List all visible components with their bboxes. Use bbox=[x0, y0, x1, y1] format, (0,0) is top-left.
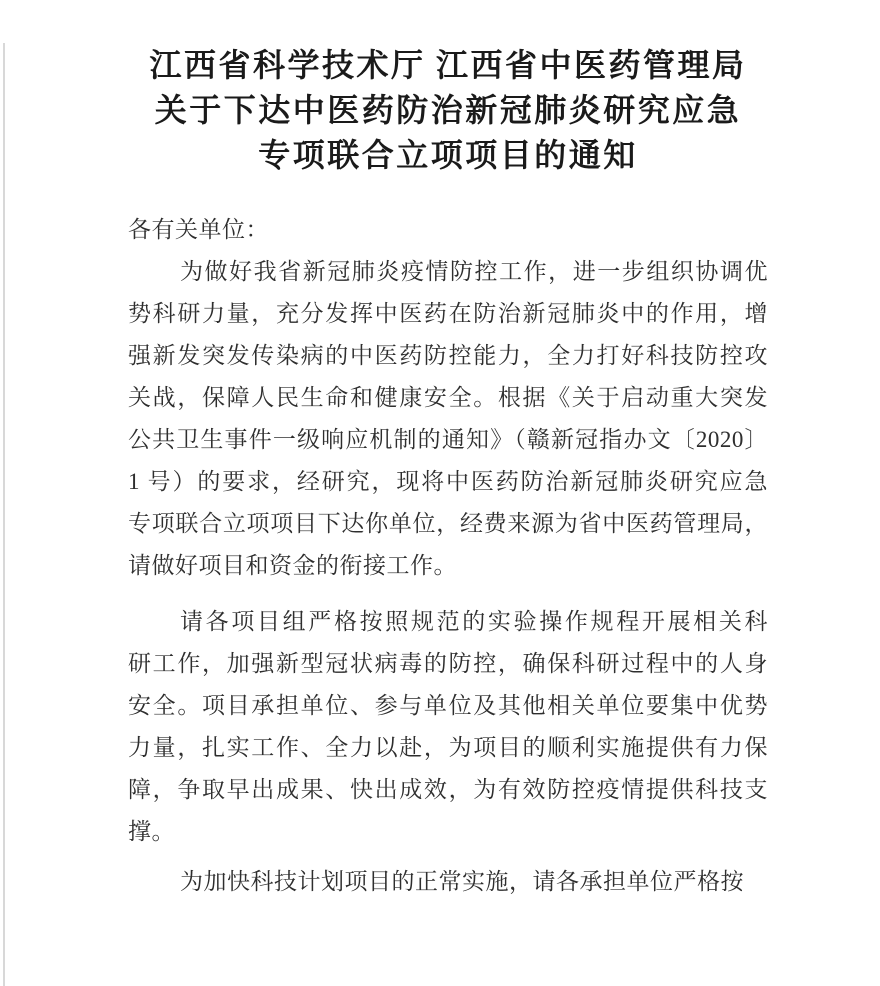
text-line: 研工作，加强新型冠状病毒的防控，确保科研过程中的人身 bbox=[128, 651, 768, 676]
document-body bbox=[128, 209, 768, 903]
text-line: 强新发突发传染病的中医药防控能力，全力打好科技防控攻 bbox=[128, 343, 768, 368]
scan-edge-line bbox=[3, 43, 5, 986]
title-line-2: 关于下达中医药防治新冠肺炎研究应急 bbox=[154, 92, 742, 128]
text-line: 请做好项目和资金的衔接工作。 bbox=[128, 553, 457, 578]
text-line: 势科研力量，充分发挥中医药在防治新冠肺炎中的作用，增 bbox=[128, 301, 768, 326]
text-line: 1 号）的要求，经研究，现将中医药防治新冠肺炎研究应急 bbox=[128, 469, 768, 494]
text-line: 力量，扎实工作、全力以赴，为项目的顺利实施提供有力保 bbox=[128, 735, 768, 760]
text-line: 关战，保障人民生命和健康安全。根据《关于启动重大突发 bbox=[128, 385, 768, 410]
text-line: 为加快科技计划项目的正常实施，请各承担单位严格按 bbox=[180, 869, 744, 894]
paragraph-2 bbox=[128, 601, 768, 853]
text-line: 障，争取早出成果、快出成效，为有效防控疫情提供科技支 bbox=[128, 777, 768, 802]
title-line-3: 专项联合立项项目的通知 bbox=[258, 137, 638, 173]
paragraph-1 bbox=[128, 251, 768, 587]
paragraph-3 bbox=[128, 861, 768, 903]
document-page bbox=[0, 43, 880, 986]
text-line: 撑。 bbox=[128, 819, 175, 844]
text-line: 公共卫生事件一级响应机制的通知》（赣新冠指办文〔2020〕 bbox=[128, 427, 768, 452]
text-line: 安全。项目承担单位、参与单位及其他相关单位要集中优势 bbox=[128, 693, 768, 718]
salutation: 各有关单位： bbox=[128, 217, 269, 242]
text-line: 专项联合立项项目下达你单位，经费来源为省中医药管理局， bbox=[128, 511, 768, 536]
document-title bbox=[120, 43, 776, 178]
text-line: 请各项目组严格按照规范的实验操作规程开展相关科 bbox=[180, 609, 768, 634]
title-line-1: 江西省科学技术厅 江西省中医药管理局 bbox=[149, 47, 747, 83]
text-line: 为做好我省新冠肺炎疫情防控工作，进一步组织协调优 bbox=[180, 259, 768, 284]
